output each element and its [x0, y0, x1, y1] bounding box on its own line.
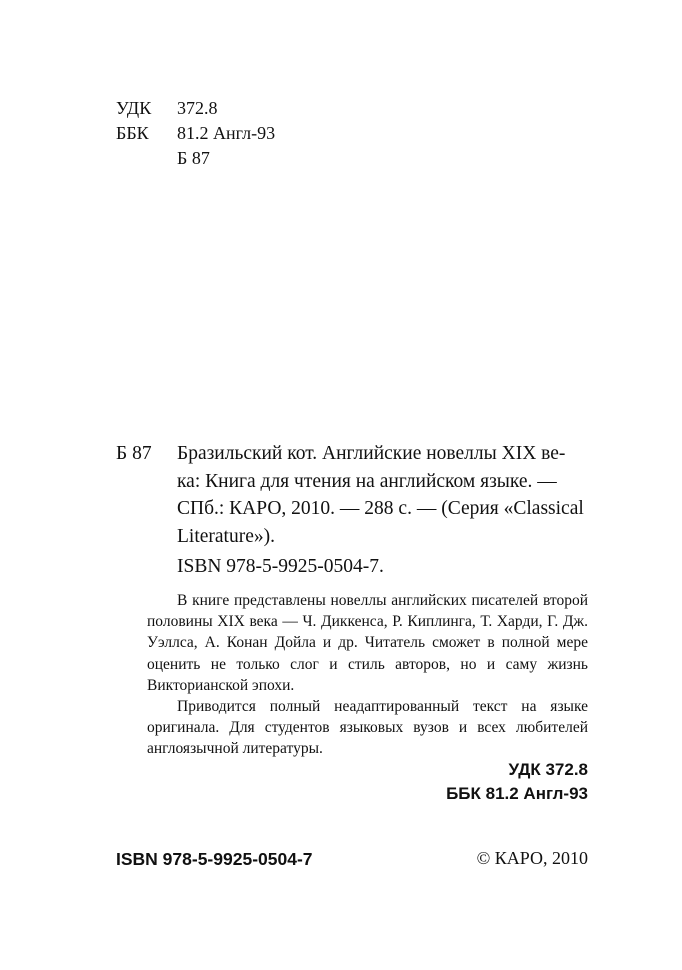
record-author-mark: Б 87 [116, 443, 152, 464]
annotation-paragraph-1: В книге представлены новеллы английских писателей второй половины XIX века — Ч. Диккенса, Р. Киплинга, Т. Харди, Г. Дж. Уэллса, А. Конан Дойла и др. Читатель сможет в полной мере оценить не только слог и стиль авторов, но и саму жизнь Викторианской эпохи. [147, 592, 588, 694]
record-isbn: ISBN 978-5-9925-0504-7. [177, 556, 384, 577]
annotation [147, 590, 588, 760]
record-line-1: Бразильский кот. Английские новеллы XIX ве- [177, 443, 566, 464]
author-mark-row [116, 146, 336, 170]
author-mark: Б 87 [177, 148, 210, 168]
record-line-3: СПб.: КАРО, 2010. — 288 с. — (Серия «Classical [177, 498, 584, 519]
bbk-value: 81.2 Англ-93 [177, 123, 276, 143]
record-line-4: Literature»). [177, 525, 275, 547]
bottom-isbn: ISBN 978-5-9925-0504-7 [116, 849, 313, 869]
udk-value: 372.8 [177, 98, 218, 118]
copyright: © КАРО, 2010 [476, 848, 588, 868]
record-text [177, 440, 588, 550]
annotation-paragraph-2: Приводится полный неадаптированный текст на языке оригинала. Для студентов языковых вузов и всех любителей англоязычной литературы. [147, 698, 588, 758]
bbk-row [116, 121, 336, 145]
top-classification-block [116, 96, 336, 176]
footer-udk: УДК 372.8 [508, 760, 588, 779]
udk-row [116, 96, 336, 120]
footer-classification [360, 758, 588, 806]
footer-bbk: ББК 81.2 Англ-93 [446, 784, 588, 803]
record-line-2: ка: Книга для чтения на английском языке. — [177, 470, 557, 492]
udk-label: УДК [116, 98, 152, 118]
bbk-label: ББК [116, 123, 149, 143]
